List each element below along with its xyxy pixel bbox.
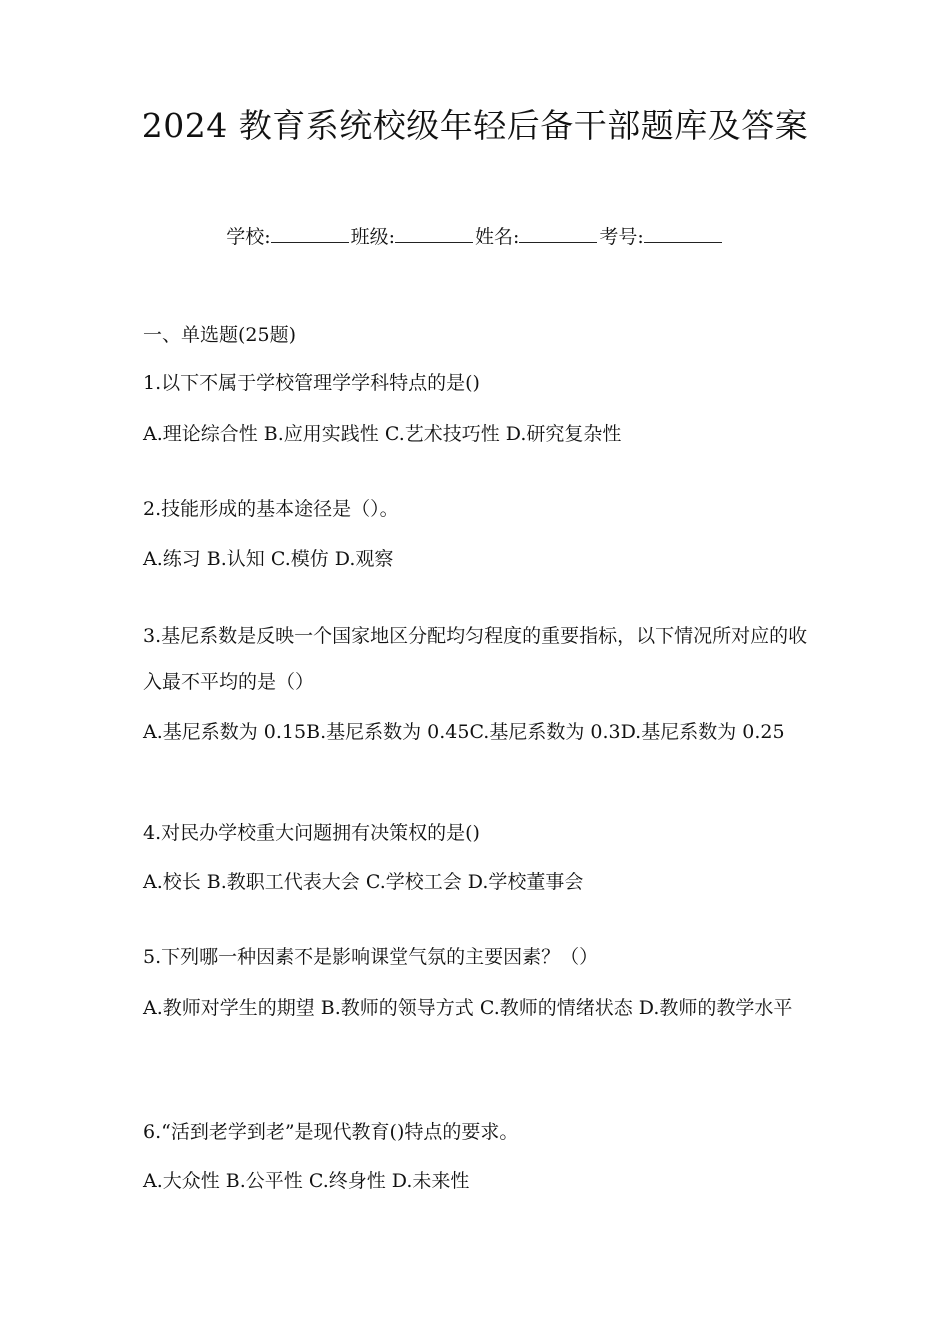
school-label: 学校:	[226, 226, 271, 248]
question-1-text: 1.以下不属于学校管理学学科特点的是()	[143, 372, 480, 394]
question-3-text	[143, 613, 813, 705]
exam-number-label: 考号:	[599, 226, 644, 248]
class-field	[351, 226, 475, 248]
name-field	[475, 226, 599, 248]
question-4-text: 4.对民办学校重大问题拥有决策权的是()	[143, 822, 480, 844]
question-2-text: 2.技能形成的基本途径是（）。	[143, 498, 399, 520]
exam-number-field	[599, 226, 723, 248]
exam-number-blank	[644, 224, 722, 243]
question-5-options: A.教师对学生的期望 B.教师的领导方式 C.教师的情绪状态 D.教师的教学水平	[143, 997, 793, 1019]
question-3-options: A.基尼系数为 0.15B.基尼系数为 0.45C.基尼系数为 0.3D.基尼系数为 0.25	[143, 721, 785, 743]
question-3-text-content: 3.基尼系数是反映一个国家地区分配均匀程度的重要指标，以下情况所对应的收入最不平均的是（）	[143, 625, 808, 693]
student-info-line	[0, 222, 950, 252]
school-field	[226, 226, 350, 248]
class-label: 班级:	[350, 226, 395, 248]
question-6-options: A.大众性 B.公平性 C.终身性 D.未来性	[143, 1170, 470, 1192]
question-1-options: A.理论综合性 B.应用实践性 C.艺术技巧性 D.研究复杂性	[143, 423, 622, 445]
question-6-text: 6.“活到老学到老”是现代教育()特点的要求。	[143, 1121, 519, 1143]
question-2-options: A.练习 B.认知 C.模仿 D.观察	[143, 548, 394, 570]
section-title: 一、单选题(25题)	[143, 324, 297, 346]
question-4-options: A.校长 B.教职工代表大会 C.学校工会 D.学校董事会	[143, 871, 584, 893]
question-5-text: 5.下列哪一种因素不是影响课堂气氛的主要因素？（）	[143, 946, 599, 968]
class-blank	[395, 224, 473, 243]
name-label: 姓名:	[475, 226, 520, 248]
page-title: 2024 教育系统校级年轻后备干部题库及答案	[141, 106, 809, 145]
name-blank	[519, 224, 597, 243]
school-blank	[271, 224, 349, 243]
